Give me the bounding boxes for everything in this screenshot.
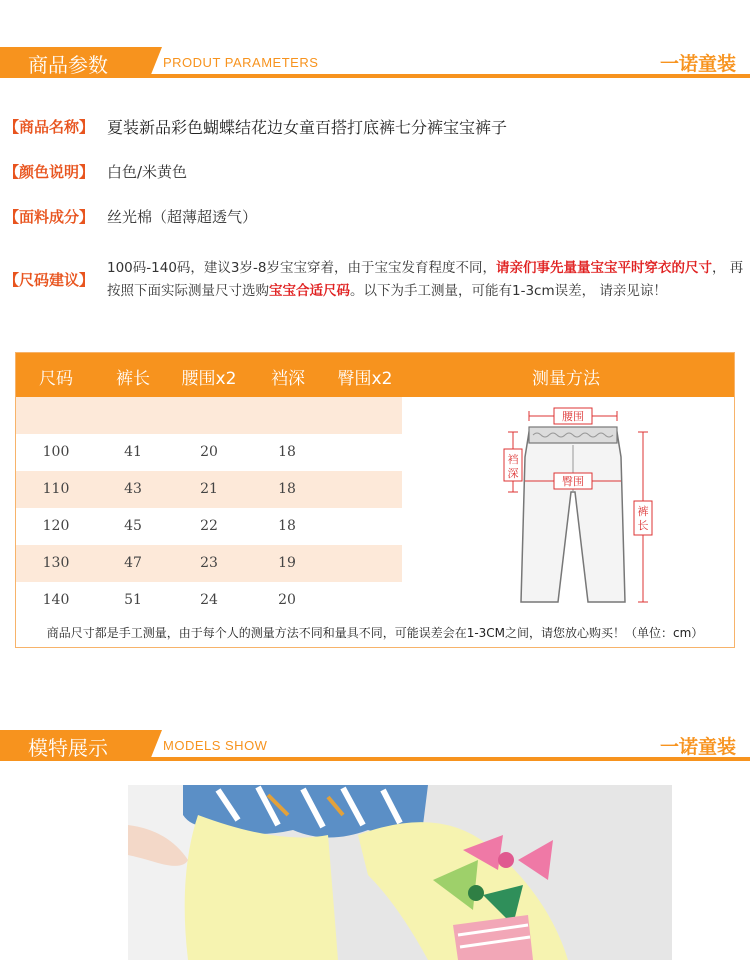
section-title: 商品参数 <box>28 53 108 77</box>
model-photo-illustration <box>128 785 672 960</box>
measurement-diagram <box>403 397 734 622</box>
table-row <box>16 545 402 582</box>
product-name-label: 【商品名称】 <box>4 118 95 136</box>
table-note: 商品尺寸都是手工测量，由于每个人的测量方法不同和量具不同，可能误差会在1-3CM之间，请您放心购买！（单位：cm） <box>46 626 704 640</box>
cell-crotch: 20 <box>278 592 296 608</box>
table-row <box>16 397 402 434</box>
header-method: 测量方法 <box>532 369 600 389</box>
header-hip: 臀围x2 <box>337 369 393 389</box>
cell-crotch: 18 <box>278 518 296 534</box>
diagram-label-crotch: 裆 <box>507 453 519 466</box>
section-subtitle: MODELS SHOW <box>163 738 268 753</box>
cell-waist: 24 <box>200 592 218 608</box>
cell-waist: 21 <box>200 481 218 497</box>
table-row <box>16 582 402 619</box>
header-crotch: 裆深 <box>271 369 305 389</box>
size-text-3: 。以下为手工测量，可能有1-3cm误差， 请亲见谅！ <box>350 283 667 299</box>
size-text-1: 100码-140码，建议3岁-8岁宝宝穿着，由于宝宝发育程度不同， <box>107 260 496 276</box>
size-label: 【尺码建议】 <box>4 271 95 289</box>
section-title: 模特展示 <box>28 736 108 760</box>
diagram-label-hip: 臀围 <box>562 475 584 488</box>
size-text-2: ， 再按照下面实际测量尺寸选购 <box>107 260 744 299</box>
size-highlight-1: 请亲们事先量量宝宝平时穿衣的尺寸 <box>495 260 712 276</box>
color-label: 【颜色说明】 <box>4 163 95 181</box>
cell-length: 47 <box>124 555 142 571</box>
diagram-label-waist: 腰围 <box>562 410 584 423</box>
cell-size: 140 <box>42 592 70 608</box>
cell-crotch: 18 <box>278 481 296 497</box>
diagram-label-length: 裤 <box>637 505 649 518</box>
header-tab-arrow <box>150 730 162 760</box>
cell-waist: 20 <box>200 444 218 460</box>
product-name-value: 夏装新品彩色蝴蝶结花边女童百搭打底裤七分裤宝宝裤子 <box>107 118 508 137</box>
cell-size: 110 <box>42 481 70 497</box>
table-row <box>16 471 402 508</box>
cell-crotch: 18 <box>278 444 296 460</box>
diagram-label-length-2: 长 <box>637 519 649 532</box>
header-waist: 腰围x2 <box>181 369 237 389</box>
fabric-label: 【面料成分】 <box>4 208 95 226</box>
size-table <box>15 352 735 648</box>
size-description <box>107 257 747 303</box>
diagram-label-crotch-2: 深 <box>507 467 519 480</box>
section-header-models <box>0 730 750 764</box>
header-length: 裤长 <box>116 369 150 389</box>
cell-size: 130 <box>42 555 70 571</box>
brand-name: 一诺童装 <box>659 53 736 75</box>
brand-name: 一诺童装 <box>659 736 736 758</box>
header-tab-arrow <box>150 47 162 77</box>
table-header <box>16 353 734 397</box>
cell-crotch: 19 <box>278 555 296 571</box>
model-photo <box>128 785 672 960</box>
fabric-value: 丝光棉（超薄超透气） <box>107 208 258 226</box>
cell-length: 43 <box>124 481 142 497</box>
cell-waist: 23 <box>200 555 218 571</box>
color-value: 白色/米黄色 <box>107 163 188 181</box>
section-header-params <box>0 47 750 81</box>
section-subtitle: PRODUT PARAMETERS <box>163 55 319 70</box>
cell-waist: 22 <box>200 518 218 534</box>
cell-size: 120 <box>42 518 70 534</box>
cell-length: 51 <box>124 592 142 608</box>
pants-diagram <box>403 397 734 622</box>
cell-length: 41 <box>124 444 142 460</box>
cell-size: 100 <box>42 444 70 460</box>
table-row <box>16 434 402 471</box>
cell-length: 45 <box>124 518 142 534</box>
table-row <box>16 508 402 545</box>
header-size: 尺码 <box>39 369 73 389</box>
size-highlight-2: 宝宝合适尺码 <box>269 283 350 299</box>
